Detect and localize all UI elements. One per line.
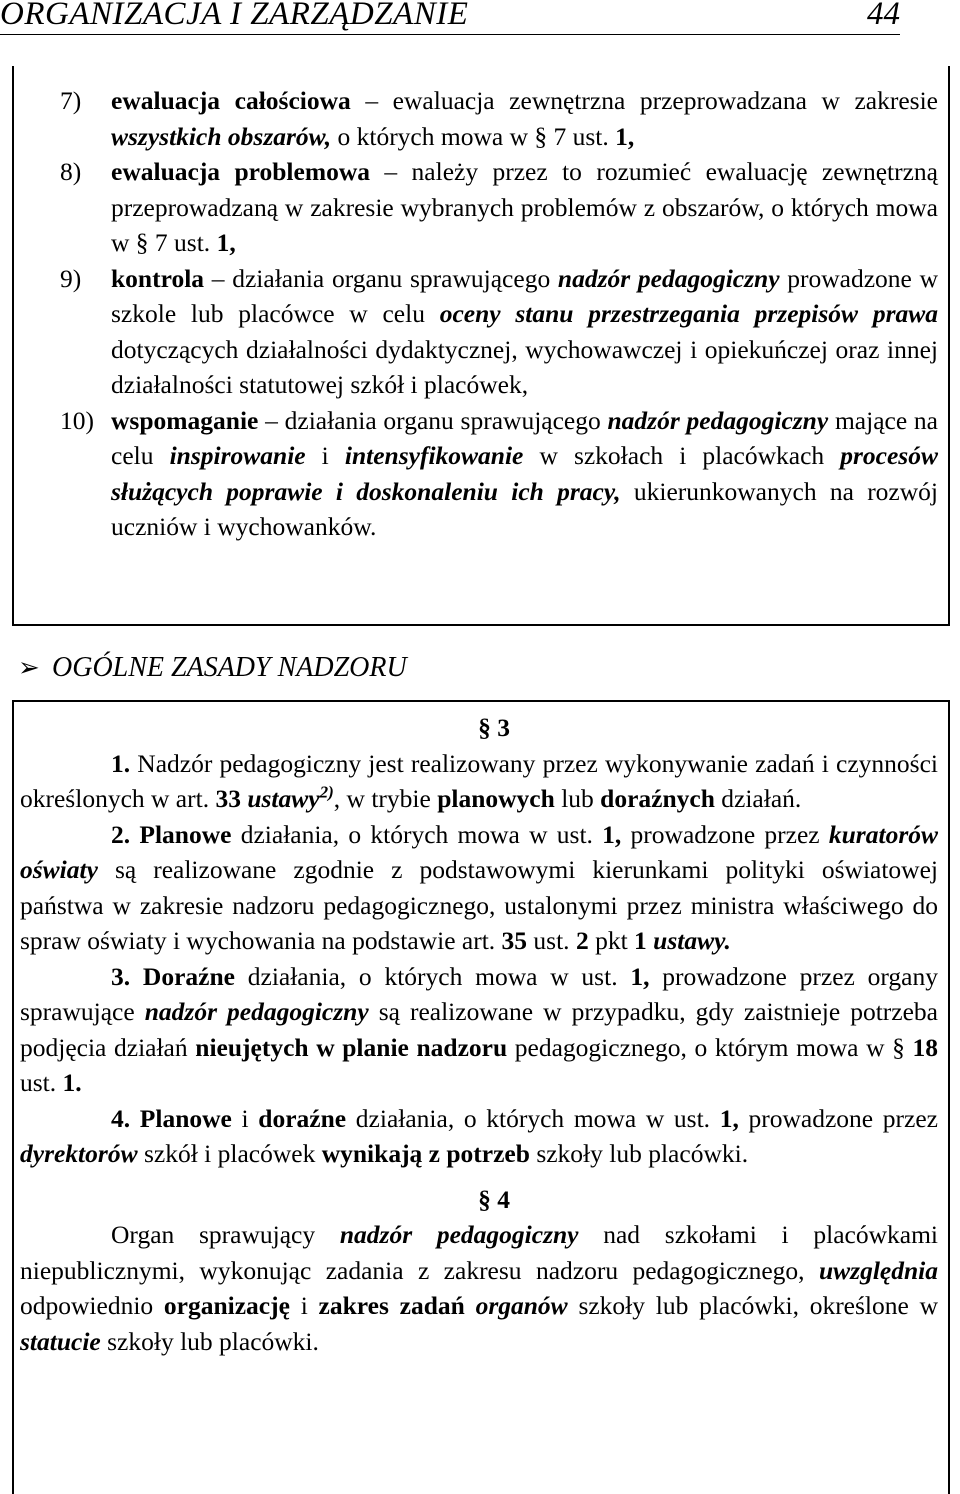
text-run: 1 (634, 926, 647, 955)
page-header (0, 0, 900, 35)
text-run: oceny stanu przestrzegania przepisów prawa (439, 299, 939, 328)
text-run: szkoły lub placówki, określone w (567, 1291, 938, 1320)
text-run: 1. (62, 1068, 82, 1097)
text-run: organizację (163, 1291, 290, 1320)
text-run: 33 (215, 784, 241, 813)
text-run: pkt (588, 926, 635, 955)
text-run: 1, (602, 819, 622, 849)
text-run: 18 (912, 1032, 939, 1062)
text-run: dotyczących działalności dydaktycznej, wychowawczej i opiekuńczej oraz innej działalności statutowej szkół i placówek, (111, 334, 938, 399)
text-run: ukierunkowanych na rozwój uczniów i wychowanków. (111, 476, 938, 541)
paragraph (20, 1217, 938, 1359)
text-run: , w trybie (333, 784, 438, 813)
text-run: prowadzone przez (621, 819, 829, 849)
paragraph (20, 746, 938, 817)
definition-item (60, 403, 938, 545)
text-run: ewaluacja całościowa (111, 86, 351, 115)
text-run: mające na celu (111, 405, 938, 470)
text-run: nadzór pedagogiczny (607, 405, 829, 435)
text-run: intensyfikowanie (344, 441, 524, 470)
text-run: 1, (216, 228, 236, 257)
section-heading (18, 650, 407, 686)
header-title: ORGANIZACJA I ZARZĄDZANIE (0, 0, 469, 32)
text-run: pedagogicznego, o którym mowa w § (507, 1032, 913, 1062)
text-run: wynikają z potrzeb (321, 1139, 530, 1168)
text-run: wszystkich obszarów, (111, 121, 332, 151)
text-run: nadzór pedagogiczny (557, 263, 780, 293)
text-run: są realizowane w przypadku, gdy zaistnieje potrzeba podjęcia działań (20, 997, 938, 1062)
regulations-body (20, 710, 938, 1359)
text-run: – działania organu sprawującego (204, 263, 558, 293)
text-run: o których mowa w § 7 ust. (331, 121, 616, 151)
text-run: doraźne (258, 1103, 347, 1133)
definition-item (60, 261, 938, 403)
text-run: działania, o których mowa w ust. (231, 819, 603, 849)
text-run: lub (554, 784, 601, 813)
text-run: ustawy. (653, 926, 731, 955)
text-run: i (305, 441, 345, 470)
text-run: i (231, 1103, 259, 1133)
section-heading-text: OGÓLNE ZASADY NADZORU (52, 652, 407, 683)
text-run: 1, (615, 121, 635, 151)
text-run: ustawy (247, 784, 320, 813)
text-run: zakres zadań (318, 1291, 465, 1320)
definitions-list (60, 83, 938, 545)
text-run: szkoły lub placówki. (100, 1326, 319, 1356)
text-run: 1. (111, 748, 131, 778)
text-run: procesów służących poprawie i doskonaleniu ich pracy, (111, 441, 938, 506)
text-run: ust. (20, 1068, 63, 1097)
definition-item (60, 83, 938, 154)
page-number: 44 (867, 0, 900, 32)
text-run: i (289, 1291, 319, 1320)
text-run (465, 1291, 476, 1320)
definition-item (60, 154, 938, 261)
text-run: uwzględnia (818, 1255, 938, 1285)
text-run: Organ sprawujący (111, 1220, 340, 1249)
item-number: 7) (60, 86, 82, 115)
text-run: prowadzone przez organy sprawujące (20, 961, 938, 1026)
item-text (111, 157, 938, 257)
text-run: w szkołach i placówkach (523, 441, 841, 470)
text-run: 3. Doraźne (111, 961, 235, 991)
text-run: dyrektorów (20, 1139, 138, 1168)
text-run: szkoły lub placówki. (529, 1139, 749, 1168)
arrow-bullet-icon: ➢ (18, 653, 40, 682)
text-run: nadzór pedagogiczny (144, 997, 369, 1026)
text-run: ewaluacja problemowa (111, 157, 370, 186)
text-run: szkół i placówek (137, 1139, 322, 1168)
text-run: działania, o których mowa w ust. (346, 1103, 720, 1133)
text-run: planowych (437, 784, 555, 813)
text-run: kuratorów oświaty (20, 819, 938, 884)
paragraph (20, 1101, 938, 1172)
section-number (20, 1182, 938, 1218)
text-run: prowadzone w szkole lub placówce w celu (111, 263, 938, 328)
text-run: 2 (575, 926, 589, 955)
paragraph (20, 959, 938, 1101)
item-number: 8) (60, 157, 82, 186)
text-run: działania, o których mowa w ust. (234, 961, 631, 991)
text-run: odpowiednio (20, 1291, 164, 1320)
item-text (111, 264, 938, 400)
text-run: Nadzór pedagogiczny jest realizowany przez wykonywanie zadań i czynności określonych w art. (20, 748, 938, 813)
text-run: inspirowanie (169, 441, 306, 470)
section-number-text: § 4 (478, 1184, 510, 1214)
text-run: 2) (319, 782, 334, 802)
item-text (111, 406, 938, 542)
text-run: 4. Planowe (111, 1103, 232, 1133)
text-run: 1, (630, 961, 650, 991)
item-number: 9) (60, 263, 82, 293)
paragraph (20, 817, 938, 959)
item-text (111, 86, 938, 151)
text-run: 2. Planowe (111, 819, 232, 849)
text-run: są realizowane zgodnie z podstawowymi kierunkami polityki oświatowej państwa w zakresie nadzoru pedagogicznego, ustalonymi przez ministra właściwego do spraw oświaty i wychowania na podstawie art. (20, 855, 938, 955)
text-run: organów (475, 1291, 568, 1320)
text-run: ust. (527, 926, 576, 955)
text-run: 35 (501, 926, 528, 955)
text-run: wspomaganie (111, 405, 259, 435)
text-run: doraźnych (600, 784, 715, 813)
text-run: nad szkołami i placówkami niepublicznymi, wykonując zadania z zakresu nadzoru pedagogicznego, (20, 1220, 938, 1285)
text-run: – ewaluacja zewnętrzna przeprowadzana w zakresie (350, 86, 938, 115)
text-run: prowadzone przez (738, 1103, 938, 1133)
text-run: statucie (20, 1326, 101, 1356)
text-run: – należy przez to rozumieć ewaluację zewnętrzną przeprowadzaną w zakresie wybranych problemów z obszarów, o których mowa w § 7 ust. (111, 157, 938, 257)
text-run: – działania organu sprawującego (258, 405, 608, 435)
text-run: nieujętych w planie nadzoru (195, 1032, 508, 1062)
text-run: 1, (719, 1103, 739, 1133)
text-run: nadzór pedagogiczny (339, 1220, 579, 1249)
item-number: 10) (60, 405, 94, 435)
section-number-text: § 3 (478, 713, 510, 742)
text-run: kontrola (111, 263, 205, 293)
section-number (20, 710, 938, 746)
text-run: działań. (714, 784, 802, 813)
